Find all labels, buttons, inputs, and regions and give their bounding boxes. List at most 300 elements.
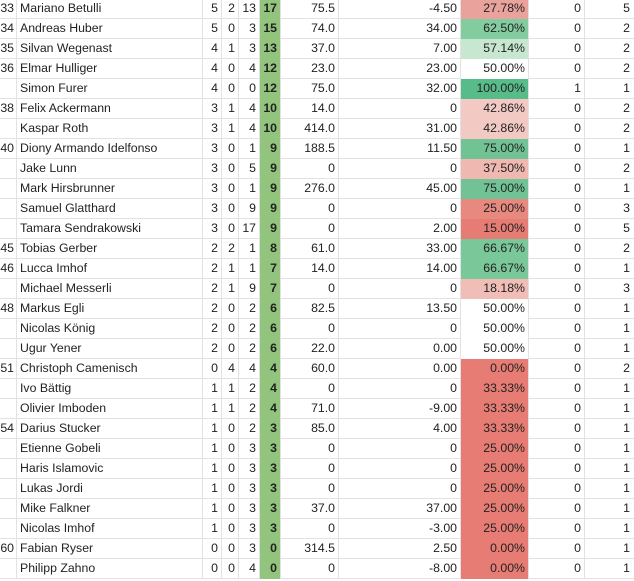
value-cell[interactable]: 0 (281, 379, 339, 399)
value-cell[interactable]: 0 (281, 319, 339, 339)
percentage-cell[interactable]: 18.18% (461, 279, 529, 299)
count-c-cell[interactable]: 5 (239, 159, 260, 179)
difference-cell[interactable]: 33.00 (339, 239, 461, 259)
rank-cell[interactable] (0, 399, 17, 419)
percentage-cell[interactable]: 42.86% (461, 99, 529, 119)
count-y-cell[interactable]: 1 (623, 441, 630, 455)
percentage-cell[interactable]: 25.00% (461, 479, 529, 499)
rank-cell[interactable] (0, 559, 17, 579)
difference-cell[interactable]: 13.50 (339, 299, 461, 319)
count-x-cell[interactable]: 0 (529, 0, 585, 19)
name-cell[interactable]: Christoph Camenisch (17, 359, 203, 379)
percentage-cell[interactable]: 15.00% (461, 219, 529, 239)
difference-cell[interactable]: 2.50 (339, 539, 461, 559)
count-y-cell[interactable]: 1 (623, 261, 630, 275)
count-y-cell[interactable]: 1 (623, 301, 630, 315)
rank-cell[interactable] (0, 159, 17, 179)
rank-cell[interactable] (0, 319, 17, 339)
name-cell[interactable]: Philipp Zahno (17, 559, 203, 579)
count-x-cell[interactable]: 0 (529, 459, 585, 479)
name-cell[interactable]: Mark Hirsbrunner (17, 179, 203, 199)
percentage-cell[interactable]: 100.00% (461, 79, 529, 99)
count-c-cell[interactable]: 9 (239, 199, 260, 219)
count-a-cell[interactable]: 2 (203, 239, 222, 259)
score-cell[interactable]: 10 (260, 99, 281, 119)
count-a-cell[interactable]: 4 (203, 39, 222, 59)
percentage-cell[interactable]: 27.78% (461, 0, 529, 19)
count-b-cell[interactable]: 0 (222, 559, 239, 579)
difference-cell[interactable]: 0 (339, 159, 461, 179)
percentage-cell[interactable]: 66.67% (461, 259, 529, 279)
percentage-cell[interactable]: 25.00% (461, 499, 529, 519)
count-x-cell[interactable]: 0 (529, 279, 585, 299)
count-c-cell[interactable]: 4 (239, 359, 260, 379)
score-cell[interactable]: 9 (260, 219, 281, 239)
score-cell[interactable]: 3 (260, 459, 281, 479)
difference-cell[interactable]: 34.00 (339, 19, 461, 39)
name-cell[interactable]: Ivo Bättig (17, 379, 203, 399)
count-a-cell[interactable]: 3 (203, 199, 222, 219)
score-cell[interactable]: 4 (260, 379, 281, 399)
count-b-cell[interactable]: 0 (222, 179, 239, 199)
count-c-cell[interactable]: 1 (239, 179, 260, 199)
rank-cell[interactable]: 45 (0, 239, 17, 259)
count-y-cell[interactable]: 1 (623, 481, 630, 495)
count-b-cell[interactable]: 1 (222, 259, 239, 279)
score-cell[interactable]: 3 (260, 499, 281, 519)
count-b-cell[interactable]: 0 (222, 59, 239, 79)
count-a-cell[interactable]: 2 (203, 259, 222, 279)
rank-cell[interactable] (0, 199, 17, 219)
rank-cell[interactable]: 51 (0, 359, 17, 379)
count-b-cell[interactable]: 0 (222, 339, 239, 359)
count-y-cell[interactable]: 3 (623, 201, 630, 215)
count-x-cell[interactable]: 0 (529, 319, 585, 339)
count-y-cell[interactable]: 1 (623, 461, 630, 475)
value-cell[interactable]: 188.5 (281, 139, 339, 159)
rank-cell[interactable] (0, 179, 17, 199)
count-c-cell[interactable]: 3 (239, 459, 260, 479)
difference-cell[interactable]: 11.50 (339, 139, 461, 159)
count-x-cell[interactable]: 0 (529, 119, 585, 139)
value-cell[interactable]: 0 (281, 159, 339, 179)
name-cell[interactable]: Kaspar Roth (17, 119, 203, 139)
value-cell[interactable]: 0 (281, 519, 339, 539)
name-cell[interactable]: Michael Messerli (17, 279, 203, 299)
rank-cell[interactable] (0, 379, 17, 399)
count-a-cell[interactable]: 3 (203, 99, 222, 119)
name-cell[interactable]: Ugur Yener (17, 339, 203, 359)
count-c-cell[interactable]: 4 (239, 559, 260, 579)
count-x-cell[interactable]: 0 (529, 379, 585, 399)
count-c-cell[interactable]: 2 (239, 339, 260, 359)
difference-cell[interactable]: 32.00 (339, 79, 461, 99)
count-a-cell[interactable]: 1 (203, 399, 222, 419)
name-cell[interactable]: Markus Egli (17, 299, 203, 319)
value-cell[interactable]: 414.0 (281, 119, 339, 139)
percentage-cell[interactable]: 50.00% (461, 339, 529, 359)
count-y-cell[interactable]: 2 (623, 361, 630, 375)
score-cell[interactable]: 15 (260, 19, 281, 39)
name-cell[interactable]: Mike Falkner (17, 499, 203, 519)
score-cell[interactable]: 9 (260, 159, 281, 179)
count-x-cell[interactable]: 0 (529, 359, 585, 379)
count-x-cell[interactable]: 0 (529, 419, 585, 439)
value-cell[interactable]: 37.0 (281, 39, 339, 59)
score-cell[interactable]: 0 (260, 539, 281, 559)
count-x-cell[interactable]: 0 (529, 559, 585, 579)
count-b-cell[interactable]: 0 (222, 199, 239, 219)
value-cell[interactable]: 0 (281, 439, 339, 459)
score-cell[interactable]: 4 (260, 359, 281, 379)
count-c-cell[interactable]: 2 (239, 299, 260, 319)
count-b-cell[interactable]: 0 (222, 139, 239, 159)
count-y-cell[interactable]: 1 (623, 321, 630, 335)
rank-cell[interactable] (0, 519, 17, 539)
score-cell[interactable]: 12 (260, 59, 281, 79)
rank-cell[interactable]: 60 (0, 539, 17, 559)
count-b-cell[interactable]: 2 (222, 0, 239, 19)
count-a-cell[interactable]: 0 (203, 559, 222, 579)
percentage-cell[interactable]: 25.00% (461, 519, 529, 539)
score-cell[interactable]: 0 (260, 559, 281, 579)
rank-cell[interactable]: 33 (0, 0, 17, 19)
name-cell[interactable]: Samuel Glatthard (17, 199, 203, 219)
count-b-cell[interactable]: 0 (222, 439, 239, 459)
value-cell[interactable]: 22.0 (281, 339, 339, 359)
rank-cell[interactable]: 40 (0, 139, 17, 159)
percentage-cell[interactable]: 33.33% (461, 419, 529, 439)
count-a-cell[interactable]: 2 (203, 319, 222, 339)
count-y-cell[interactable]: 2 (623, 241, 630, 255)
value-cell[interactable]: 0 (281, 199, 339, 219)
count-b-cell[interactable]: 1 (222, 119, 239, 139)
difference-cell[interactable]: -3.00 (339, 519, 461, 539)
difference-cell[interactable]: 45.00 (339, 179, 461, 199)
value-cell[interactable]: 23.0 (281, 59, 339, 79)
count-a-cell[interactable]: 4 (203, 59, 222, 79)
count-c-cell[interactable]: 1 (239, 239, 260, 259)
count-c-cell[interactable]: 1 (239, 259, 260, 279)
count-a-cell[interactable]: 1 (203, 439, 222, 459)
name-cell[interactable]: Simon Furer (17, 79, 203, 99)
difference-cell[interactable]: 23.00 (339, 59, 461, 79)
difference-cell[interactable]: 31.00 (339, 119, 461, 139)
score-cell[interactable]: 6 (260, 299, 281, 319)
score-cell[interactable]: 13 (260, 39, 281, 59)
count-c-cell[interactable]: 3 (239, 519, 260, 539)
count-b-cell[interactable]: 0 (222, 479, 239, 499)
difference-cell[interactable]: 0 (339, 439, 461, 459)
count-c-cell[interactable]: 4 (239, 119, 260, 139)
count-y-cell[interactable]: 1 (623, 561, 630, 575)
value-cell[interactable]: 314.5 (281, 539, 339, 559)
count-x-cell[interactable]: 0 (529, 99, 585, 119)
difference-cell[interactable]: 14.00 (339, 259, 461, 279)
count-b-cell[interactable]: 0 (222, 459, 239, 479)
score-cell[interactable]: 17 (260, 0, 281, 19)
name-cell[interactable]: Silvan Wegenast (17, 39, 203, 59)
difference-cell[interactable]: -9.00 (339, 399, 461, 419)
percentage-cell[interactable]: 33.33% (461, 399, 529, 419)
rank-cell[interactable] (0, 459, 17, 479)
value-cell[interactable]: 0 (281, 479, 339, 499)
score-cell[interactable]: 7 (260, 259, 281, 279)
count-y-cell[interactable]: 1 (623, 341, 630, 355)
name-cell[interactable]: Diony Armando Idelfonso (17, 139, 203, 159)
count-a-cell[interactable]: 3 (203, 179, 222, 199)
score-cell[interactable]: 3 (260, 439, 281, 459)
count-x-cell[interactable]: 0 (529, 399, 585, 419)
name-cell[interactable]: Olivier Imboden (17, 399, 203, 419)
value-cell[interactable]: 276.0 (281, 179, 339, 199)
difference-cell[interactable]: 0 (339, 379, 461, 399)
count-b-cell[interactable]: 0 (222, 159, 239, 179)
count-a-cell[interactable]: 1 (203, 419, 222, 439)
percentage-cell[interactable]: 37.50% (461, 159, 529, 179)
percentage-cell[interactable]: 33.33% (461, 379, 529, 399)
count-x-cell[interactable]: 0 (529, 219, 585, 239)
count-a-cell[interactable]: 5 (203, 0, 222, 19)
rank-cell[interactable]: 54 (0, 419, 17, 439)
value-cell[interactable]: 85.0 (281, 419, 339, 439)
difference-cell[interactable]: 0 (339, 479, 461, 499)
score-cell[interactable]: 9 (260, 179, 281, 199)
name-cell[interactable]: Mariano Betulli (17, 0, 203, 19)
count-b-cell[interactable]: 0 (222, 219, 239, 239)
count-c-cell[interactable]: 13 (239, 0, 260, 19)
score-cell[interactable]: 3 (260, 419, 281, 439)
count-b-cell[interactable]: 4 (222, 359, 239, 379)
count-c-cell[interactable]: 4 (239, 59, 260, 79)
count-b-cell[interactable]: 1 (222, 39, 239, 59)
difference-cell[interactable]: 2.00 (339, 219, 461, 239)
score-cell[interactable]: 10 (260, 119, 281, 139)
rank-cell[interactable] (0, 79, 17, 99)
difference-cell[interactable]: 0.00 (339, 359, 461, 379)
percentage-cell[interactable]: 62.50% (461, 19, 529, 39)
count-c-cell[interactable]: 3 (239, 19, 260, 39)
count-a-cell[interactable]: 1 (203, 479, 222, 499)
score-cell[interactable]: 4 (260, 399, 281, 419)
count-x-cell[interactable]: 0 (529, 439, 585, 459)
count-x-cell[interactable]: 0 (529, 239, 585, 259)
count-a-cell[interactable]: 1 (203, 499, 222, 519)
value-cell[interactable]: 0 (281, 559, 339, 579)
count-a-cell[interactable]: 5 (203, 19, 222, 39)
difference-cell[interactable]: 0 (339, 279, 461, 299)
count-a-cell[interactable]: 1 (203, 459, 222, 479)
count-x-cell[interactable]: 0 (529, 159, 585, 179)
count-y-cell[interactable]: 1 (623, 421, 630, 435)
value-cell[interactable]: 14.0 (281, 99, 339, 119)
count-y-cell[interactable]: 2 (623, 121, 630, 135)
count-b-cell[interactable]: 0 (222, 299, 239, 319)
count-b-cell[interactable]: 0 (222, 79, 239, 99)
count-c-cell[interactable]: 3 (239, 499, 260, 519)
difference-cell[interactable]: 37.00 (339, 499, 461, 519)
name-cell[interactable]: Tobias Gerber (17, 239, 203, 259)
value-cell[interactable]: 82.5 (281, 299, 339, 319)
count-c-cell[interactable]: 2 (239, 319, 260, 339)
difference-cell[interactable]: 0.00 (339, 339, 461, 359)
name-cell[interactable]: Nicolas König (17, 319, 203, 339)
count-y-cell[interactable]: 5 (623, 1, 630, 15)
rank-cell[interactable] (0, 499, 17, 519)
name-cell[interactable]: Lucca Imhof (17, 259, 203, 279)
count-x-cell[interactable]: 0 (529, 499, 585, 519)
count-b-cell[interactable]: 0 (222, 319, 239, 339)
count-x-cell[interactable]: 0 (529, 479, 585, 499)
name-cell[interactable]: Fabian Ryser (17, 539, 203, 559)
count-b-cell[interactable]: 1 (222, 279, 239, 299)
rank-cell[interactable]: 35 (0, 39, 17, 59)
count-c-cell[interactable]: 4 (239, 99, 260, 119)
percentage-cell[interactable]: 0.00% (461, 359, 529, 379)
percentage-cell[interactable]: 25.00% (461, 439, 529, 459)
difference-cell[interactable]: 7.00 (339, 39, 461, 59)
count-c-cell[interactable]: 2 (239, 379, 260, 399)
score-cell[interactable]: 8 (260, 239, 281, 259)
score-cell[interactable]: 6 (260, 319, 281, 339)
rank-cell[interactable]: 46 (0, 259, 17, 279)
count-a-cell[interactable]: 3 (203, 159, 222, 179)
count-y-cell[interactable]: 5 (623, 221, 630, 235)
difference-cell[interactable]: 0 (339, 319, 461, 339)
count-x-cell[interactable]: 0 (529, 179, 585, 199)
name-cell[interactable]: Felix Ackermann (17, 99, 203, 119)
difference-cell[interactable]: 0 (339, 459, 461, 479)
name-cell[interactable]: Darius Stucker (17, 419, 203, 439)
count-b-cell[interactable]: 0 (222, 499, 239, 519)
rank-cell[interactable]: 34 (0, 19, 17, 39)
count-x-cell[interactable]: 0 (529, 259, 585, 279)
count-x-cell[interactable]: 0 (529, 19, 585, 39)
count-a-cell[interactable]: 1 (203, 519, 222, 539)
count-x-cell[interactable]: 0 (529, 339, 585, 359)
name-cell[interactable]: Lukas Jordi (17, 479, 203, 499)
count-y-cell[interactable]: 1 (623, 541, 630, 555)
count-a-cell[interactable]: 3 (203, 219, 222, 239)
count-a-cell[interactable]: 0 (203, 359, 222, 379)
value-cell[interactable]: 74.0 (281, 19, 339, 39)
count-b-cell[interactable]: 0 (222, 19, 239, 39)
count-y-cell[interactable]: 1 (623, 141, 630, 155)
difference-cell[interactable]: 0 (339, 199, 461, 219)
rank-cell[interactable] (0, 439, 17, 459)
count-a-cell[interactable]: 0 (203, 539, 222, 559)
count-y-cell[interactable]: 1 (623, 501, 630, 515)
count-a-cell[interactable]: 2 (203, 339, 222, 359)
count-c-cell[interactable]: 17 (239, 219, 260, 239)
count-b-cell[interactable]: 1 (222, 399, 239, 419)
count-y-cell[interactable]: 3 (623, 281, 630, 295)
name-cell[interactable]: Etienne Gobeli (17, 439, 203, 459)
value-cell[interactable]: 75.0 (281, 79, 339, 99)
count-c-cell[interactable]: 9 (239, 279, 260, 299)
count-b-cell[interactable]: 0 (222, 539, 239, 559)
rank-cell[interactable]: 36 (0, 59, 17, 79)
rank-cell[interactable] (0, 479, 17, 499)
rank-cell[interactable]: 48 (0, 299, 17, 319)
count-b-cell[interactable]: 2 (222, 239, 239, 259)
difference-cell[interactable]: 4.00 (339, 419, 461, 439)
percentage-cell[interactable]: 42.86% (461, 119, 529, 139)
name-cell[interactable]: Nicolas Imhof (17, 519, 203, 539)
count-x-cell[interactable]: 0 (529, 519, 585, 539)
score-cell[interactable]: 7 (260, 279, 281, 299)
rank-cell[interactable] (0, 339, 17, 359)
percentage-cell[interactable]: 50.00% (461, 299, 529, 319)
value-cell[interactable]: 61.0 (281, 239, 339, 259)
count-y-cell[interactable]: 1 (623, 181, 630, 195)
value-cell[interactable]: 0 (281, 459, 339, 479)
score-cell[interactable]: 12 (260, 79, 281, 99)
count-y-cell[interactable]: 2 (623, 41, 630, 55)
score-cell[interactable]: 3 (260, 479, 281, 499)
count-b-cell[interactable]: 0 (222, 419, 239, 439)
count-b-cell[interactable]: 1 (222, 379, 239, 399)
percentage-cell[interactable]: 50.00% (461, 59, 529, 79)
count-y-cell[interactable]: 2 (623, 61, 630, 75)
count-y-cell[interactable]: 1 (623, 381, 630, 395)
count-a-cell[interactable]: 1 (203, 379, 222, 399)
score-cell[interactable]: 6 (260, 339, 281, 359)
count-c-cell[interactable]: 2 (239, 419, 260, 439)
value-cell[interactable]: 14.0 (281, 259, 339, 279)
count-c-cell[interactable]: 1 (239, 139, 260, 159)
count-c-cell[interactable]: 3 (239, 39, 260, 59)
count-c-cell[interactable]: 3 (239, 539, 260, 559)
count-c-cell[interactable]: 2 (239, 399, 260, 419)
count-b-cell[interactable]: 1 (222, 99, 239, 119)
count-a-cell[interactable]: 3 (203, 119, 222, 139)
count-y-cell[interactable]: 1 (623, 81, 630, 95)
percentage-cell[interactable]: 50.00% (461, 319, 529, 339)
percentage-cell[interactable]: 66.67% (461, 239, 529, 259)
score-cell[interactable]: 9 (260, 199, 281, 219)
value-cell[interactable]: 37.0 (281, 499, 339, 519)
count-x-cell[interactable]: 0 (529, 199, 585, 219)
count-x-cell[interactable]: 0 (529, 59, 585, 79)
difference-cell[interactable]: 0 (339, 99, 461, 119)
value-cell[interactable]: 71.0 (281, 399, 339, 419)
score-cell[interactable]: 3 (260, 519, 281, 539)
difference-cell[interactable]: -4.50 (339, 0, 461, 19)
rank-cell[interactable] (0, 219, 17, 239)
count-a-cell[interactable]: 2 (203, 279, 222, 299)
count-y-cell[interactable]: 1 (623, 521, 630, 535)
count-x-cell[interactable]: 0 (529, 39, 585, 59)
value-cell[interactable]: 0 (281, 279, 339, 299)
percentage-cell[interactable]: 0.00% (461, 539, 529, 559)
count-x-cell[interactable]: 0 (529, 299, 585, 319)
percentage-cell[interactable]: 25.00% (461, 199, 529, 219)
name-cell[interactable]: Jake Lunn (17, 159, 203, 179)
difference-cell[interactable]: -8.00 (339, 559, 461, 579)
value-cell[interactable]: 0 (281, 219, 339, 239)
percentage-cell[interactable]: 25.00% (461, 459, 529, 479)
count-a-cell[interactable]: 3 (203, 139, 222, 159)
count-a-cell[interactable]: 2 (203, 299, 222, 319)
count-y-cell[interactable]: 2 (623, 161, 630, 175)
count-x-cell[interactable]: 0 (529, 139, 585, 159)
name-cell[interactable]: Andreas Huber (17, 19, 203, 39)
rank-cell[interactable] (0, 279, 17, 299)
count-c-cell[interactable]: 3 (239, 479, 260, 499)
rank-cell[interactable]: 38 (0, 99, 17, 119)
name-cell[interactable]: Haris Islamovic (17, 459, 203, 479)
